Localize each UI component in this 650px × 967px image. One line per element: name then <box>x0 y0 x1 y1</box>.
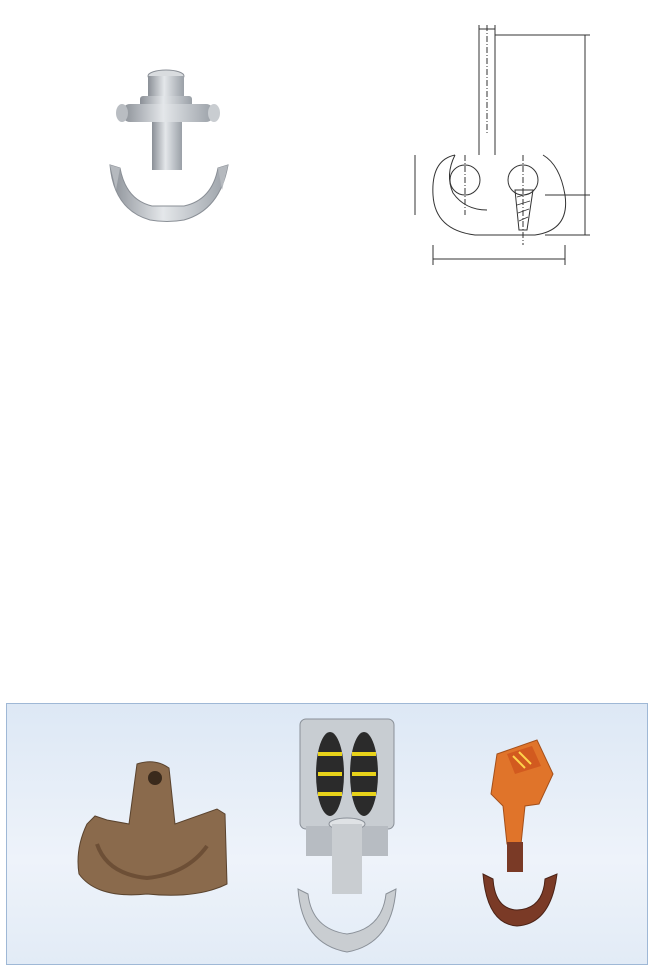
pulley-block-photo <box>292 714 402 959</box>
painted-hook-photo <box>477 734 567 934</box>
forged-hook-photo <box>67 754 237 904</box>
dimension-drawing <box>395 15 600 270</box>
double-hook-illustration <box>100 60 240 235</box>
assembly-photo-panel <box>6 703 648 965</box>
